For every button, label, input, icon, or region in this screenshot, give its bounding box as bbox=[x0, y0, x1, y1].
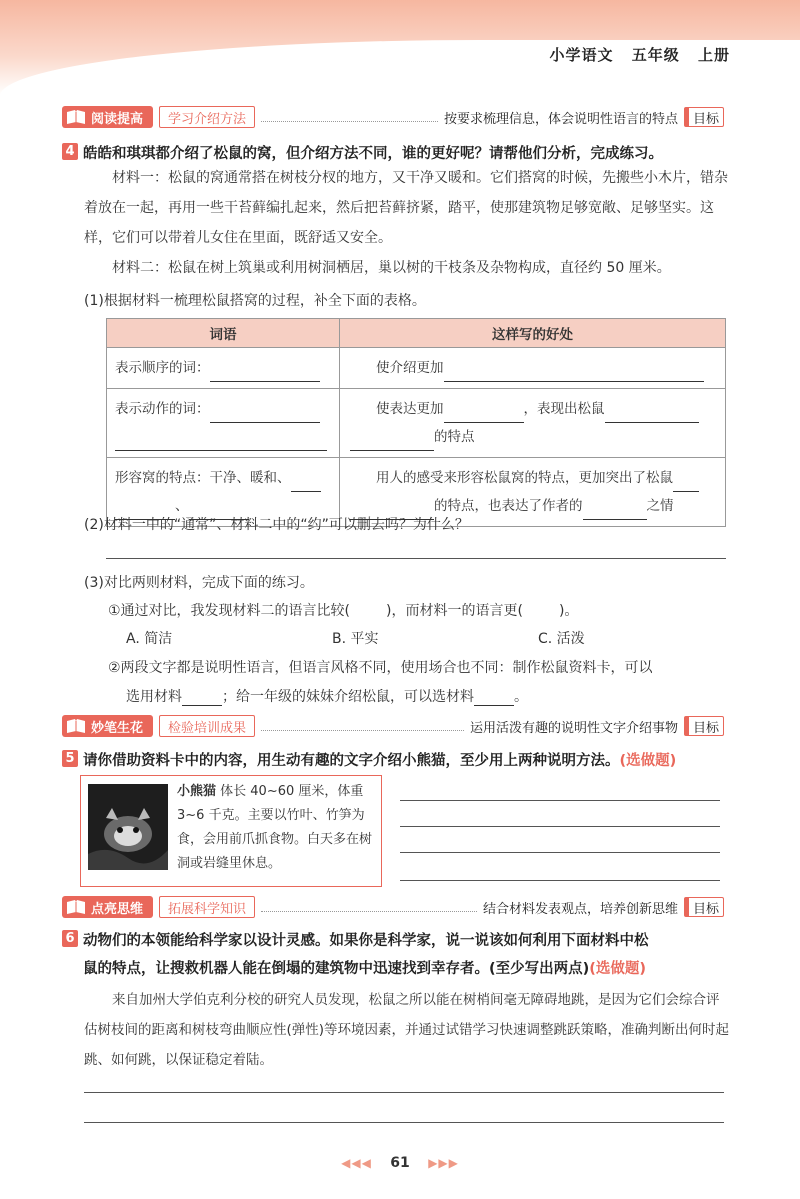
info-card bbox=[80, 775, 382, 887]
subject-label: 小学语文 bbox=[549, 46, 614, 64]
page-footer bbox=[0, 1155, 800, 1171]
answer-blank[interactable] bbox=[115, 436, 327, 451]
section-goal: 目标 bbox=[684, 716, 724, 736]
grade-label: 五年级 bbox=[631, 46, 680, 64]
table-header: 词语 bbox=[107, 319, 340, 348]
section-writing bbox=[62, 715, 724, 737]
next-arrows-icon: ▶▶▶ bbox=[428, 1156, 459, 1170]
usage-question-cont: 选用材料 ；给一年级的妹妹介绍松鼠，可以选材料 。 bbox=[126, 689, 528, 705]
answer-blank[interactable] bbox=[583, 505, 647, 520]
answer-blank[interactable] bbox=[210, 367, 320, 382]
answer-line[interactable] bbox=[84, 1122, 724, 1123]
answer-blank[interactable] bbox=[474, 691, 514, 706]
section-description: 运用活泼有趣的说明性文字介绍事物 bbox=[469, 720, 678, 736]
answer-blank[interactable] bbox=[210, 408, 320, 423]
section-tag: 学习介绍方法 bbox=[159, 106, 255, 128]
analysis-table bbox=[106, 318, 726, 527]
answer-blank[interactable] bbox=[444, 367, 704, 382]
section-badge: 妙笔生花 bbox=[62, 715, 153, 737]
table-row: 表示顺序的词： 使介绍更加 bbox=[107, 348, 726, 389]
question-prompt-line2: 鼠的特点，让搜救机器人能在倒塌的建筑物中迅速找到幸存者。(至少写出两点)(选做题) bbox=[83, 961, 647, 977]
research-material: 来自加州大学伯克利分校的研究人员发现，松鼠之所以能在树梢间毫无障碍地跳，是因为它们会综合评估树枝间的距离和树枝弯曲顺应性(弹性)等环境因素，并通过试错学习快速调整跳跃策略，准确判断出何时起跳、如何跳，以保证稳定着陆。 bbox=[84, 992, 730, 1068]
red-panda-photo bbox=[88, 784, 168, 870]
sub-question-1: (1)根据材料一梳理松鼠搭窝的过程，补全下面的表格。 bbox=[84, 293, 426, 309]
card-text: 小熊猫 体长 40~60 厘米，体重 3~6 千克。主要以竹叶、竹笋为食，会用前爪抓食物。白天多在树洞或岩缝里休息。 bbox=[177, 784, 373, 871]
open-book-icon bbox=[66, 718, 86, 734]
option-a[interactable]: A. 简洁 bbox=[126, 631, 173, 647]
answer-line[interactable] bbox=[84, 1092, 724, 1093]
section-thinking bbox=[62, 896, 724, 918]
sub-question-3: (3)对比两则材料，完成下面的练习。 bbox=[84, 575, 314, 591]
section-goal: 目标 bbox=[684, 897, 724, 917]
answer-blank[interactable] bbox=[605, 408, 699, 423]
prev-arrows-icon: ◀◀◀ bbox=[341, 1156, 372, 1170]
open-book-icon bbox=[66, 109, 86, 125]
material-one: 材料一：松鼠的窝通常搭在树枝分杈的地方，又干净又暖和。它们搭窝的时候，先搬些小木片，错杂着放在一起，再用一些干苔藓编扎起来，然后把苔藓挤紧，踏平，使那建筑物足够宽敞、足够坚实。这样，它们可以带着儿女住在里面，既舒适又安全。 bbox=[84, 170, 728, 246]
question-number: 4 bbox=[62, 143, 78, 160]
usage-question: ②两段文字都是说明性语言，但语言风格不同，使用场合也不同：制作松鼠资料卡，可以 bbox=[108, 660, 653, 676]
section-reading bbox=[62, 106, 724, 128]
book-info bbox=[537, 44, 730, 65]
table-row: 表示动作的词： 使表达更加 ，表现出松鼠 的特点 bbox=[107, 389, 726, 458]
option-b[interactable]: B. 平实 bbox=[332, 631, 379, 647]
table-row: 形容窝的特点：干净、暖和、 、 用人的感受来形容松鼠窝的特点，更加突出了松鼠 的特点，也表达了作者的 之情 bbox=[107, 458, 726, 527]
question-prompt-line1: 动物们的本领能给科学家以设计灵感。如果你是科学家，说一说该如何利用下面材料中松 bbox=[83, 933, 649, 949]
section-badge: 阅读提高 bbox=[62, 106, 153, 128]
answer-blank[interactable] bbox=[444, 408, 524, 423]
section-tag: 拓展科学知识 bbox=[159, 896, 255, 918]
question-number: 5 bbox=[62, 750, 78, 767]
question-number: 6 bbox=[62, 930, 78, 947]
page-number: 61 bbox=[390, 1155, 410, 1171]
answer-blank[interactable] bbox=[291, 477, 321, 492]
option-c[interactable]: C. 活泼 bbox=[538, 631, 585, 647]
comparison-question: ①通过对比，我发现材料二的语言比较( )，而材料一的语言更( )。 bbox=[108, 603, 579, 619]
answer-line[interactable] bbox=[400, 880, 720, 881]
answer-blank[interactable] bbox=[673, 477, 699, 492]
answer-blank[interactable] bbox=[350, 436, 434, 451]
answer-line[interactable] bbox=[400, 800, 720, 801]
section-description: 结合材料发表观点，培养创新思维 bbox=[482, 901, 678, 917]
material-two: 材料二：松鼠在树上筑巢或利用树洞栖居，巢以树的干枝条及杂物构成，直径约 50 厘米。 bbox=[112, 260, 671, 276]
question-prompt: 皓皓和琪琪都介绍了松鼠的窝，但介绍方法不同，谁的更好呢？请帮他们分析，完成练习。 bbox=[83, 146, 663, 162]
volume-label: 上册 bbox=[697, 46, 730, 64]
section-description: 按要求梳理信息，体会说明性语言的特点 bbox=[443, 111, 678, 127]
answer-line[interactable] bbox=[106, 558, 726, 559]
section-badge: 点亮思维 bbox=[62, 896, 153, 918]
table-header: 这样写的好处 bbox=[340, 319, 726, 348]
answer-blank[interactable] bbox=[182, 691, 222, 706]
section-tag: 检验培训成果 bbox=[159, 715, 255, 737]
open-book-icon bbox=[66, 899, 86, 915]
question-prompt: 请你借助资料卡中的内容，用生动有趣的文字介绍小熊猫，至少用上两种说明方法。(选做题) bbox=[83, 753, 677, 769]
sub-question-2: (2)材料一中的“通常”、材料二中的“约”可以删去吗？为什么？ bbox=[84, 517, 469, 533]
section-goal: 目标 bbox=[684, 107, 724, 127]
optional-tag: (选做题) bbox=[589, 961, 647, 977]
answer-line[interactable] bbox=[400, 826, 720, 827]
answer-line[interactable] bbox=[400, 852, 720, 853]
optional-tag: (选做题) bbox=[619, 753, 677, 769]
